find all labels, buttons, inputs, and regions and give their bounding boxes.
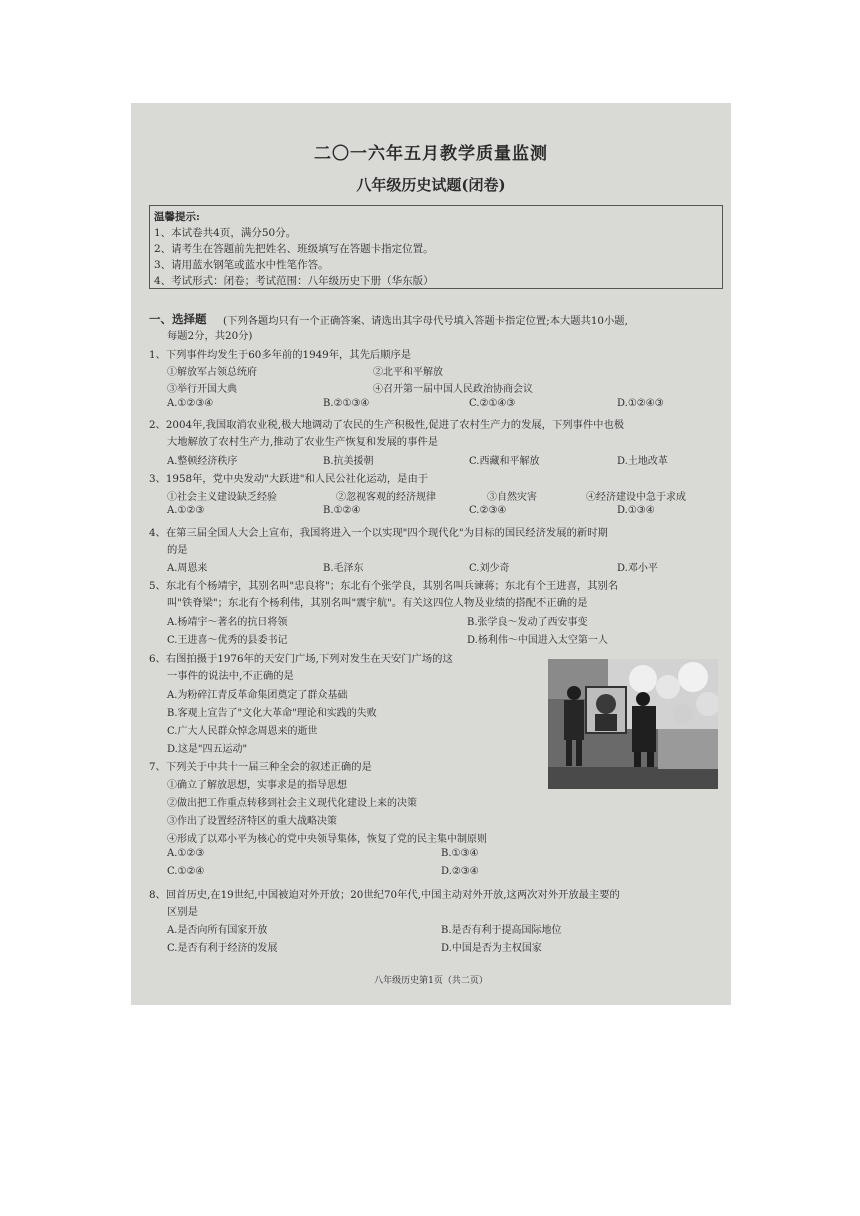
answer-option: A.是否向所有国家开放 (167, 925, 268, 936)
question-stem: 7、下列关于中共十一届三种全会的叙述正确的是 (149, 761, 372, 773)
section-instruction: 每题2分，共20分) (167, 330, 253, 342)
question-stem: 5、东北有个杨靖宇，其别名叫"忠良将"；东北有个张学良，其别名叫兵谏蒋；东北有个王进喜，其别名 (149, 580, 619, 592)
question-stem: 1、下列事件均发生于60多年前的1949年，其先后顺序是 (149, 349, 412, 361)
answer-option: D.杨利伟～中国进入太空第一人 (467, 635, 608, 646)
answer-option: C.西藏和平解放 (469, 456, 540, 467)
answer-option: A.杨靖宇～著名的抗日将领 (167, 617, 288, 628)
question-stem: 的是 (167, 544, 188, 556)
answer-option: C.②③④ (469, 505, 507, 516)
question-stem: 一事件的说法中,不正确的是 (167, 670, 294, 682)
question-item: ④经济建设中急于求成 (586, 492, 686, 503)
question-stem: 区别是 (167, 906, 198, 918)
answer-option: A.①②③④ (167, 398, 214, 409)
question-item: ②忽视客观的经济规律 (336, 492, 436, 503)
answer-option: B.是否有利于提高国际地位 (441, 925, 562, 936)
answer-option: B.抗美援朝 (323, 456, 374, 467)
question-item: ①社会主义建设缺乏经验 (167, 492, 277, 503)
question-stem: 3、1958年，党中央发动"大跃进"和人民公社化运动，是由于 (149, 473, 429, 485)
tips-box (149, 205, 723, 289)
answer-option: D.②③④ (441, 866, 479, 877)
answer-option: B.客观上宣告了"文化大革命"理论和实践的失败 (167, 708, 377, 719)
answer-option: A.为粉碎江青反革命集团奠定了群众基础 (167, 690, 348, 701)
question-stem: 4、在第三届全国人大会上宣布，我国将进入一个以实现"四个现代化"为目标的国民经济发展的新时期 (149, 527, 608, 539)
answer-option: C.广大人民群众悼念周恩来的逝世 (167, 726, 318, 737)
answer-option: D.①③④ (617, 505, 655, 516)
section-instruction: (下列各题均只有一个正确答案、请选出其字母代号填入答题卡指定位置;本大题共10小题, (223, 315, 628, 327)
answer-option: B.毛泽东 (323, 563, 364, 574)
answer-option: A.①②③ (167, 848, 205, 859)
answer-option: B.张学良～发动了西安事变 (467, 617, 588, 628)
tip-item: 3、请用蓝水钢笔或蓝水中性笔作答。 (154, 259, 329, 271)
question-item: ③作出了设置经济特区的重大战略决策 (167, 816, 337, 827)
exam-subtitle: 八年级历史试题(闭卷) (356, 176, 506, 194)
answer-option: B.①②④ (323, 505, 361, 516)
answer-option: C.刘少奇 (469, 563, 510, 574)
answer-option: D.中国是否为主权国家 (441, 943, 542, 954)
answer-option: A.周恩来 (167, 563, 208, 574)
answer-option: C.是否有利于经济的发展 (167, 943, 278, 954)
question-stem: 2、2004年,我国取消农业税,极大地调动了农民的生产积极性,促进了农村生产力的发展，下列事件中也极 (149, 419, 625, 431)
question-stem: 大地解放了农村生产力,推动了农业生产恢复和发展的事件是 (167, 436, 438, 448)
answer-option: D.邓小平 (617, 563, 658, 574)
question-stem: 叫"铁脊梁"；东北有个杨利伟，其别名叫"震宇航"。有关这四位人物及业绩的搭配不正确的是 (167, 597, 588, 609)
answer-option: A.①②③ (167, 505, 205, 516)
tip-item: 4、考试形式：闭卷；考试范围：八年级历史下册（华东版） (154, 275, 434, 287)
question-item: ④召开第一届中国人民政治协商会议 (373, 384, 533, 395)
exam-title: 二〇一六年五月教学质量监测 (314, 144, 548, 164)
answer-option: A.整顿经济秩序 (167, 456, 238, 467)
tip-item: 2、请考生在答题前先把姓名、班级填写在答题卡指定位置。 (154, 243, 434, 255)
question-item: ③自然灾害 (487, 492, 537, 503)
question-stem: 6、右图拍摄于1976年的天安门广场,下列对发生在天安门广场的这 (149, 653, 453, 665)
tips-heading: 温馨提示: (154, 211, 200, 223)
question-item: ②做出把工作重点转移到社会主义现代化建设上来的决策 (167, 798, 417, 809)
answer-option: D.这是"四五运动" (167, 744, 248, 755)
section-heading: 一、选择题 (149, 312, 207, 326)
answer-option: B.①③④ (441, 848, 479, 859)
question-stem: 8、回首历史,在19世纪,中国被迫对外开放；20世纪70年代,中国主动对外开放,这两次对外开放最主要的 (149, 889, 620, 901)
tiananmen-1976-photo (548, 659, 718, 789)
tip-item: 1、本试卷共4页，满分50分。 (154, 227, 297, 239)
question-item: ①确立了解放思想，实事求是的指导思想 (167, 780, 347, 791)
answer-option: D.土地改革 (617, 456, 668, 467)
question-item: ②北平和平解放 (373, 367, 443, 378)
answer-option: C.王进喜～优秀的县委书记 (167, 635, 288, 646)
answer-option: B.②①③④ (323, 398, 370, 409)
question-item: ①解放军占领总统府 (167, 367, 257, 378)
scanned-exam-page (131, 103, 731, 1005)
page-footer: 八年级历史第1页（共二页） (374, 976, 488, 986)
question-item: ④形成了以邓小平为核心的党中央领导集体，恢复了党的民主集中制原则 (167, 834, 487, 845)
answer-option: D.①②④③ (617, 398, 664, 409)
answer-option: C.②①④③ (469, 398, 516, 409)
question-item: ③举行开国大典 (167, 384, 237, 395)
answer-option: C.①②④ (167, 866, 205, 877)
